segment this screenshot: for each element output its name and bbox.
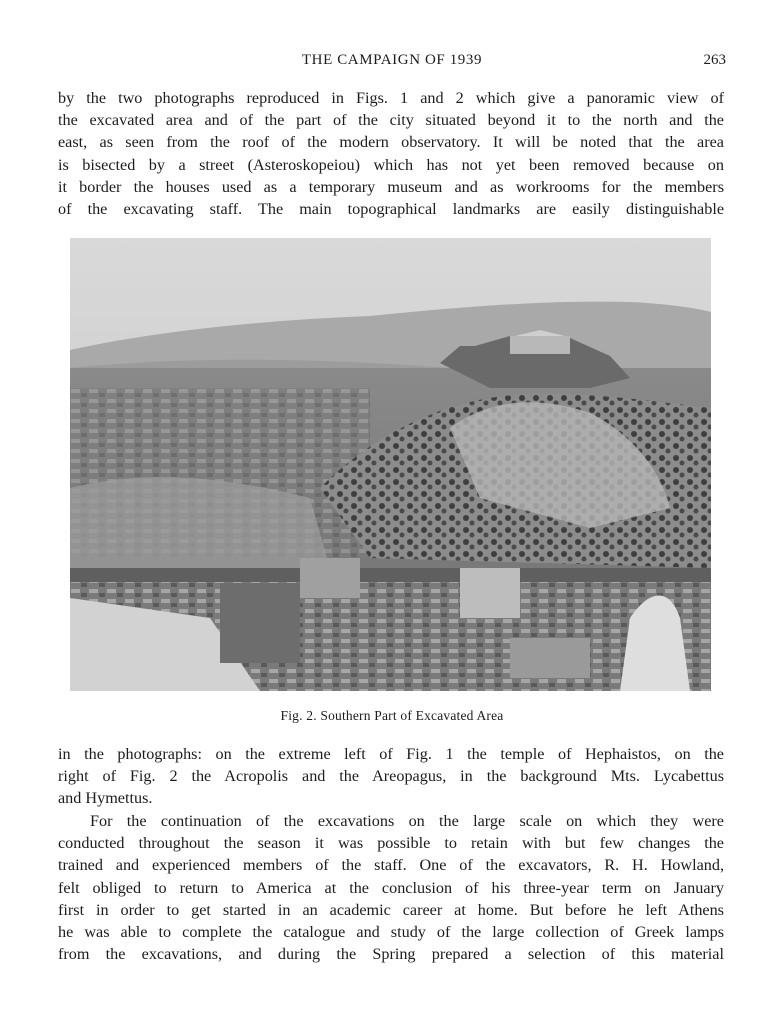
text-line: trained and experienced members of the staff. One of the excavators, R. H. Howland, (58, 856, 724, 875)
text-line: first in order to get started in an academic career at home. But before he left Athens (58, 900, 724, 919)
text-line: of the excavating staff. The main topographical landmarks are easily distinguishable (58, 200, 724, 219)
text-line: in the photographs: on the extreme left of Fig. 1 the temple of Hephaistos, on the (58, 745, 724, 763)
text-line: is bisected by a street (Asteroskopeiou) which has not yet been removed because on (58, 155, 724, 174)
paragraph-1 (58, 87, 724, 220)
text-line: the excavated area and of the part of the city situated beyond it to the north and the (58, 111, 724, 130)
text-line: conducted throughout the season it was possible to retain with but few changes the (58, 834, 724, 853)
text-line: and Hymettus. (58, 789, 153, 808)
running-header (0, 52, 784, 72)
text-line: For the continuation of the excavations on the large scale on which they were (90, 812, 724, 830)
text-line: it border the houses used as a temporary museum and as workrooms for the members (58, 177, 724, 196)
text-line: from the excavations, and during the Spring prepared a selection of this material (58, 945, 724, 964)
page-number: 263 (703, 52, 726, 68)
text-line: felt obliged to return to America at the conclusion of his three-year term on January (58, 878, 724, 897)
figure-photograph (70, 238, 711, 691)
text-line: right of Fig. 2 the Acropolis and the Areopagus, in the background Mts. Lycabettus (58, 767, 724, 786)
text-line: east, as seen from the roof of the modern observatory. It will be noted that the area (58, 133, 724, 152)
text-line: he was able to complete the catalogue and study of the large collection of Greek lamps (58, 923, 724, 942)
running-title: THE CAMPAIGN OF 1939 (301, 52, 483, 68)
figure-caption: Fig. 2. Southern Part of Excavated Area (280, 708, 504, 723)
text-line: by the two photographs reproduced in Figs. 1 and 2 which give a panoramic view of (58, 89, 724, 107)
paragraph-2 (58, 743, 724, 810)
paragraph-3 (58, 810, 724, 965)
